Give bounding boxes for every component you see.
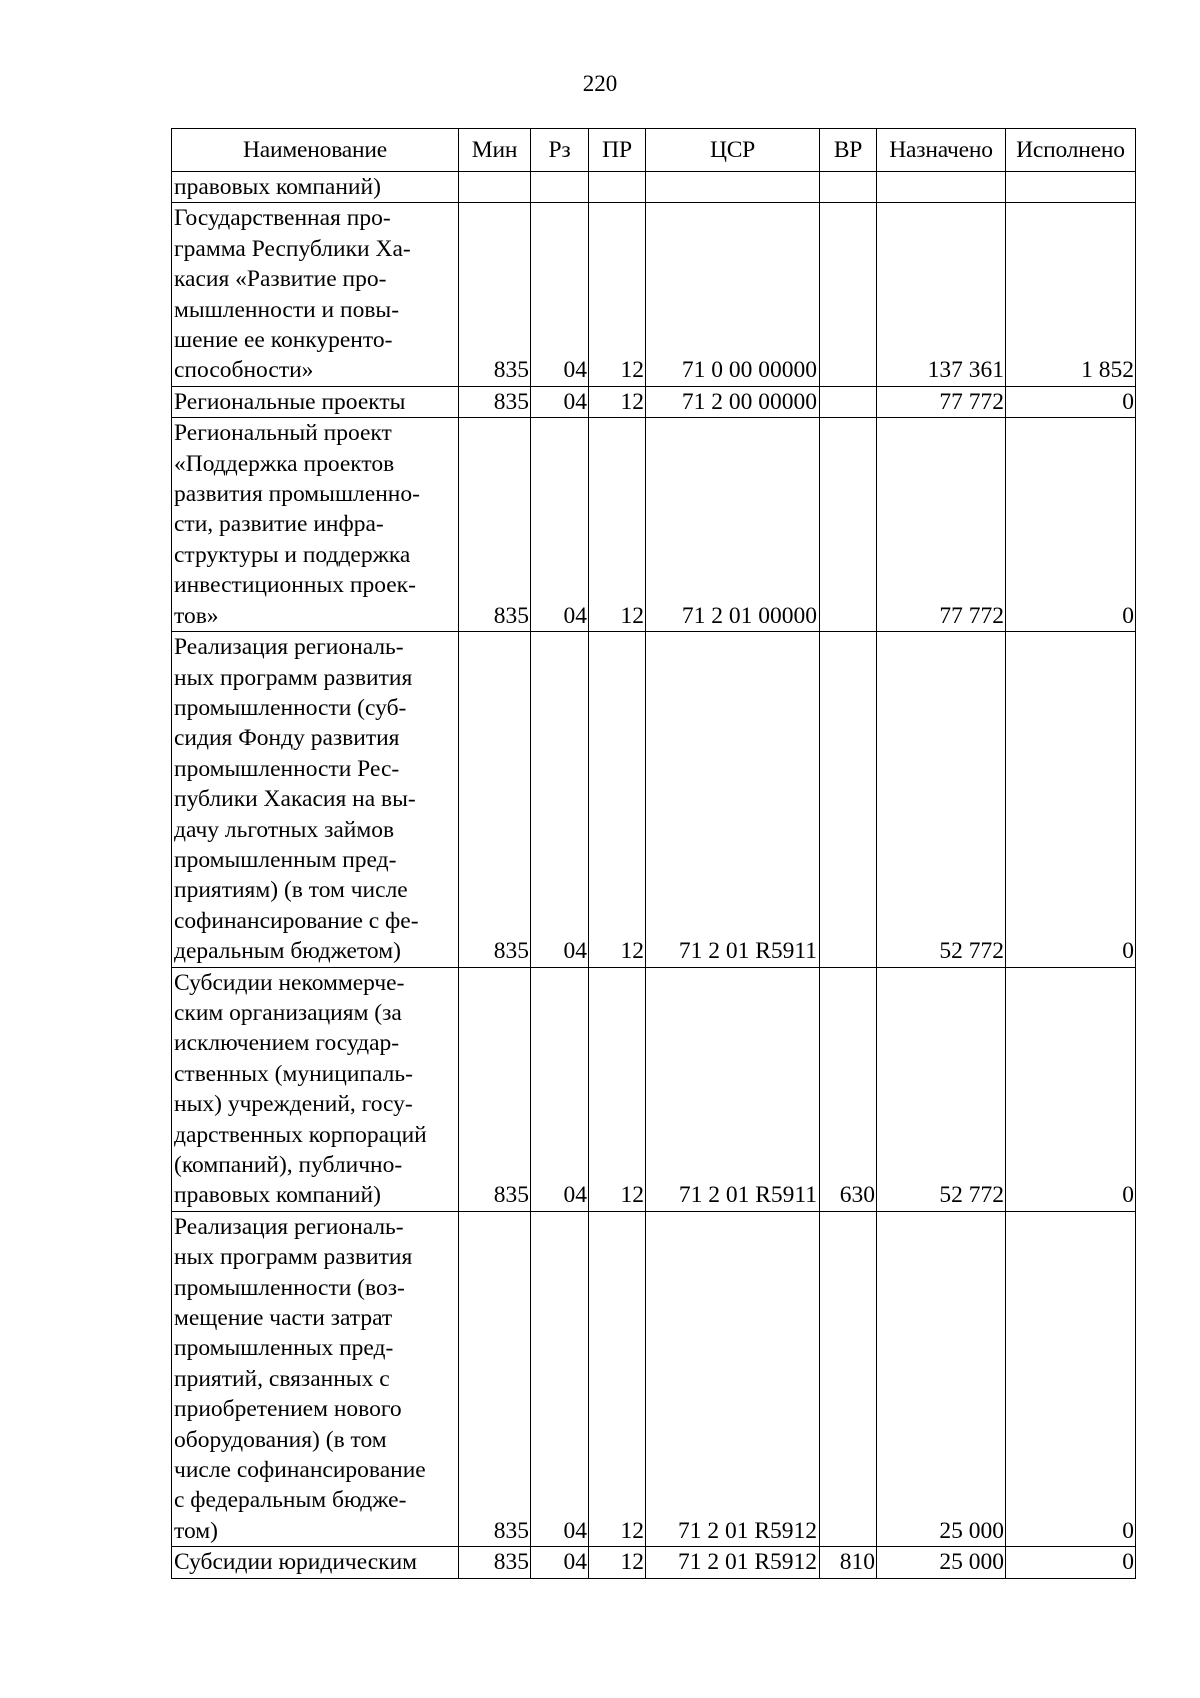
row-naznacheno: 77 772 — [877, 386, 1006, 417]
table-row — [172, 967, 1136, 1211]
row-vr — [820, 632, 877, 967]
row-rz: 04 — [531, 967, 589, 1211]
row-name: Реализация региональ- ных программ развития промышленности (воз- мещение части затрат промышленных пред- приятий, связанных с приобретением нового оборудования) (в том числе софинансирование с федеральным бюдже- том) — [172, 1211, 459, 1546]
row-pr — [589, 172, 646, 203]
row-csr: 71 2 01 R5911 — [646, 967, 820, 1211]
row-naznacheno: 25 000 — [877, 1211, 1006, 1546]
row-ispolneno: 1 852 — [1006, 203, 1136, 386]
row-rz: 04 — [531, 1211, 589, 1546]
table-row — [172, 632, 1136, 967]
header-name: Наименование — [172, 129, 459, 172]
row-name: Региональный проект «Поддержка проектов развития промышленно- сти, развитие инфра- структуры и поддержка инвестиционных проек- тов» — [172, 418, 459, 632]
row-csr: 71 2 01 R5911 — [646, 632, 820, 967]
row-min: 835 — [459, 418, 531, 632]
budget-table — [171, 128, 1136, 1579]
row-min: 835 — [459, 1211, 531, 1546]
row-vr — [820, 203, 877, 386]
row-rz: 04 — [531, 632, 589, 967]
table-row — [172, 172, 1136, 203]
row-naznacheno: 52 772 — [877, 632, 1006, 967]
table-header-row — [172, 129, 1136, 172]
row-pr: 12 — [589, 203, 646, 386]
row-min: 835 — [459, 632, 531, 967]
table-row — [172, 1211, 1136, 1546]
row-vr — [820, 386, 877, 417]
header-vr: ВР — [820, 129, 877, 172]
page-number: 220 — [582, 71, 618, 96]
row-ispolneno: 0 — [1006, 418, 1136, 632]
header-csr: ЦСР — [646, 129, 820, 172]
row-vr — [820, 172, 877, 203]
row-naznacheno — [877, 172, 1006, 203]
row-pr: 12 — [589, 967, 646, 1211]
row-min: 835 — [459, 203, 531, 386]
row-vr: 630 — [820, 967, 877, 1211]
row-rz: 04 — [531, 386, 589, 417]
row-rz: 04 — [531, 418, 589, 632]
row-name: Государственная про- грамма Республики Ха- касия «Развитие про- мышленности и повы- шение ее конкуренто- способности» — [172, 203, 459, 386]
row-min: 835 — [459, 967, 531, 1211]
row-csr: 71 0 00 00000 — [646, 203, 820, 386]
row-min: 835 — [459, 386, 531, 417]
row-vr — [820, 418, 877, 632]
row-csr: 71 2 01 00000 — [646, 418, 820, 632]
row-ispolneno: 0 — [1006, 1547, 1136, 1578]
row-naznacheno: 77 772 — [877, 418, 1006, 632]
header-min: Мин — [459, 129, 531, 172]
table-row — [172, 1547, 1136, 1578]
table-row — [172, 203, 1136, 386]
row-csr: 71 2 00 00000 — [646, 386, 820, 417]
row-csr: 71 2 01 R5912 — [646, 1547, 820, 1578]
row-pr: 12 — [589, 1211, 646, 1546]
header-pr: ПР — [589, 129, 646, 172]
row-pr: 12 — [589, 418, 646, 632]
table-row — [172, 418, 1136, 632]
row-pr: 12 — [589, 632, 646, 967]
row-ispolneno: 0 — [1006, 386, 1136, 417]
table-row — [172, 386, 1136, 417]
row-vr — [820, 1211, 877, 1546]
row-name: правовых компаний) — [172, 172, 459, 203]
header-naznacheno: Назначено — [877, 129, 1006, 172]
row-naznacheno: 137 361 — [877, 203, 1006, 386]
row-ispolneno: 0 — [1006, 1211, 1136, 1546]
row-rz: 04 — [531, 1547, 589, 1578]
row-rz — [531, 172, 589, 203]
header-rz: Рз — [531, 129, 589, 172]
row-naznacheno: 25 000 — [877, 1547, 1006, 1578]
row-min: 835 — [459, 1547, 531, 1578]
row-name: Региональные проекты — [172, 386, 459, 417]
row-name: Субсидии некоммерче- ским организациям (за исключением государ- ственных (муниципаль- ных) учреждений, госу- дарственных корпораций (компаний), публично- правовых компаний) — [172, 967, 459, 1211]
row-naznacheno: 52 772 — [877, 967, 1006, 1211]
row-min — [459, 172, 531, 203]
row-pr: 12 — [589, 1547, 646, 1578]
row-csr: 71 2 01 R5912 — [646, 1211, 820, 1546]
row-pr: 12 — [589, 386, 646, 417]
row-name: Субсидии юридическим — [172, 1547, 459, 1578]
row-rz: 04 — [531, 203, 589, 386]
row-csr — [646, 172, 820, 203]
header-ispolneno: Исполнено — [1006, 129, 1136, 172]
row-name: Реализация региональ- ных программ развития промышленности (суб- сидия Фонду развития промышленности Рес- публики Хакасия на вы- дачу льготных займов промышленным пред- приятиям) (в том числе софинансирование с фе- деральным бюджетом) — [172, 632, 459, 967]
row-vr: 810 — [820, 1547, 877, 1578]
row-ispolneno: 0 — [1006, 632, 1136, 967]
row-ispolneno — [1006, 172, 1136, 203]
row-ispolneno: 0 — [1006, 967, 1136, 1211]
